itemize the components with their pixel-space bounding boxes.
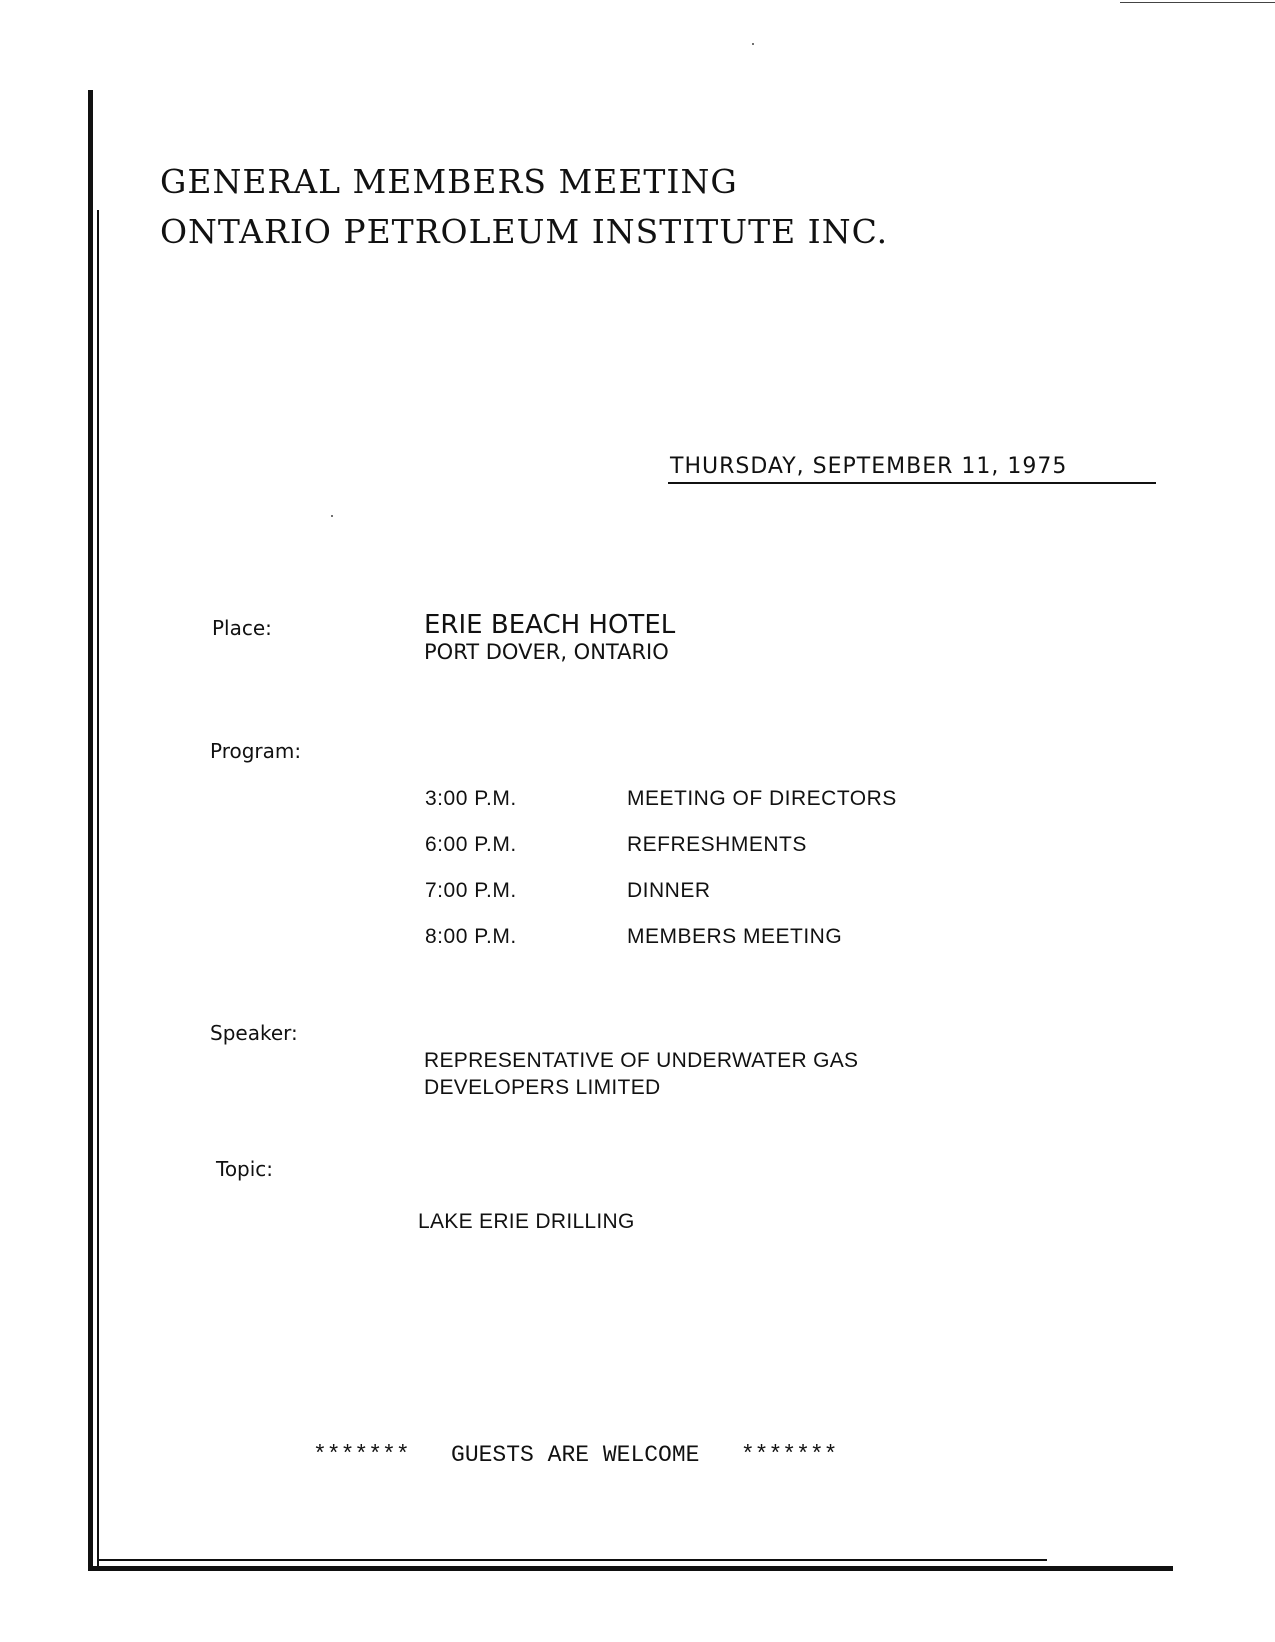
left-border-thick	[88, 90, 93, 1570]
document-title: GENERAL MEMBERS MEETING	[160, 162, 738, 201]
program-event: MEETING OF DIRECTORS	[627, 787, 897, 810]
bottom-border-thin	[97, 1559, 1047, 1561]
speaker-label: Speaker:	[210, 1021, 298, 1045]
bottom-border-thick	[88, 1566, 1173, 1571]
speaker-line: REPRESENTATIVE OF UNDERWATER GAS	[424, 1049, 859, 1072]
program-label: Program:	[210, 739, 302, 763]
date-underline	[668, 482, 1156, 484]
topic-text: LAKE ERIE DRILLING	[418, 1210, 635, 1233]
left-border-thin	[97, 210, 99, 1570]
program-event: MEMBERS MEETING	[627, 925, 843, 948]
speaker-line: DEVELOPERS LIMITED	[424, 1076, 661, 1099]
program-time: 8:00 P.M.	[425, 925, 517, 948]
program-time: 6:00 P.M.	[425, 833, 517, 856]
place-location: PORT DOVER, ONTARIO	[424, 640, 669, 664]
place-name: ERIE BEACH HOTEL	[424, 610, 676, 640]
scan-speck	[331, 515, 333, 517]
scan-speck	[752, 43, 754, 45]
meeting-date: THURSDAY, SEPTEMBER 11, 1975	[670, 454, 1068, 479]
organization-name: ONTARIO PETROLEUM INSTITUTE INC.	[160, 212, 889, 251]
top-edge-rule	[1120, 2, 1275, 3]
program-time: 3:00 P.M.	[425, 787, 517, 810]
program-event: REFRESHMENTS	[627, 833, 807, 856]
program-time: 7:00 P.M.	[425, 879, 517, 902]
topic-label: Topic:	[216, 1157, 274, 1181]
program-event: DINNER	[627, 879, 711, 902]
place-label: Place:	[212, 616, 272, 640]
guests-welcome-footer: ******* GUESTS ARE WELCOME *******	[313, 1442, 838, 1468]
